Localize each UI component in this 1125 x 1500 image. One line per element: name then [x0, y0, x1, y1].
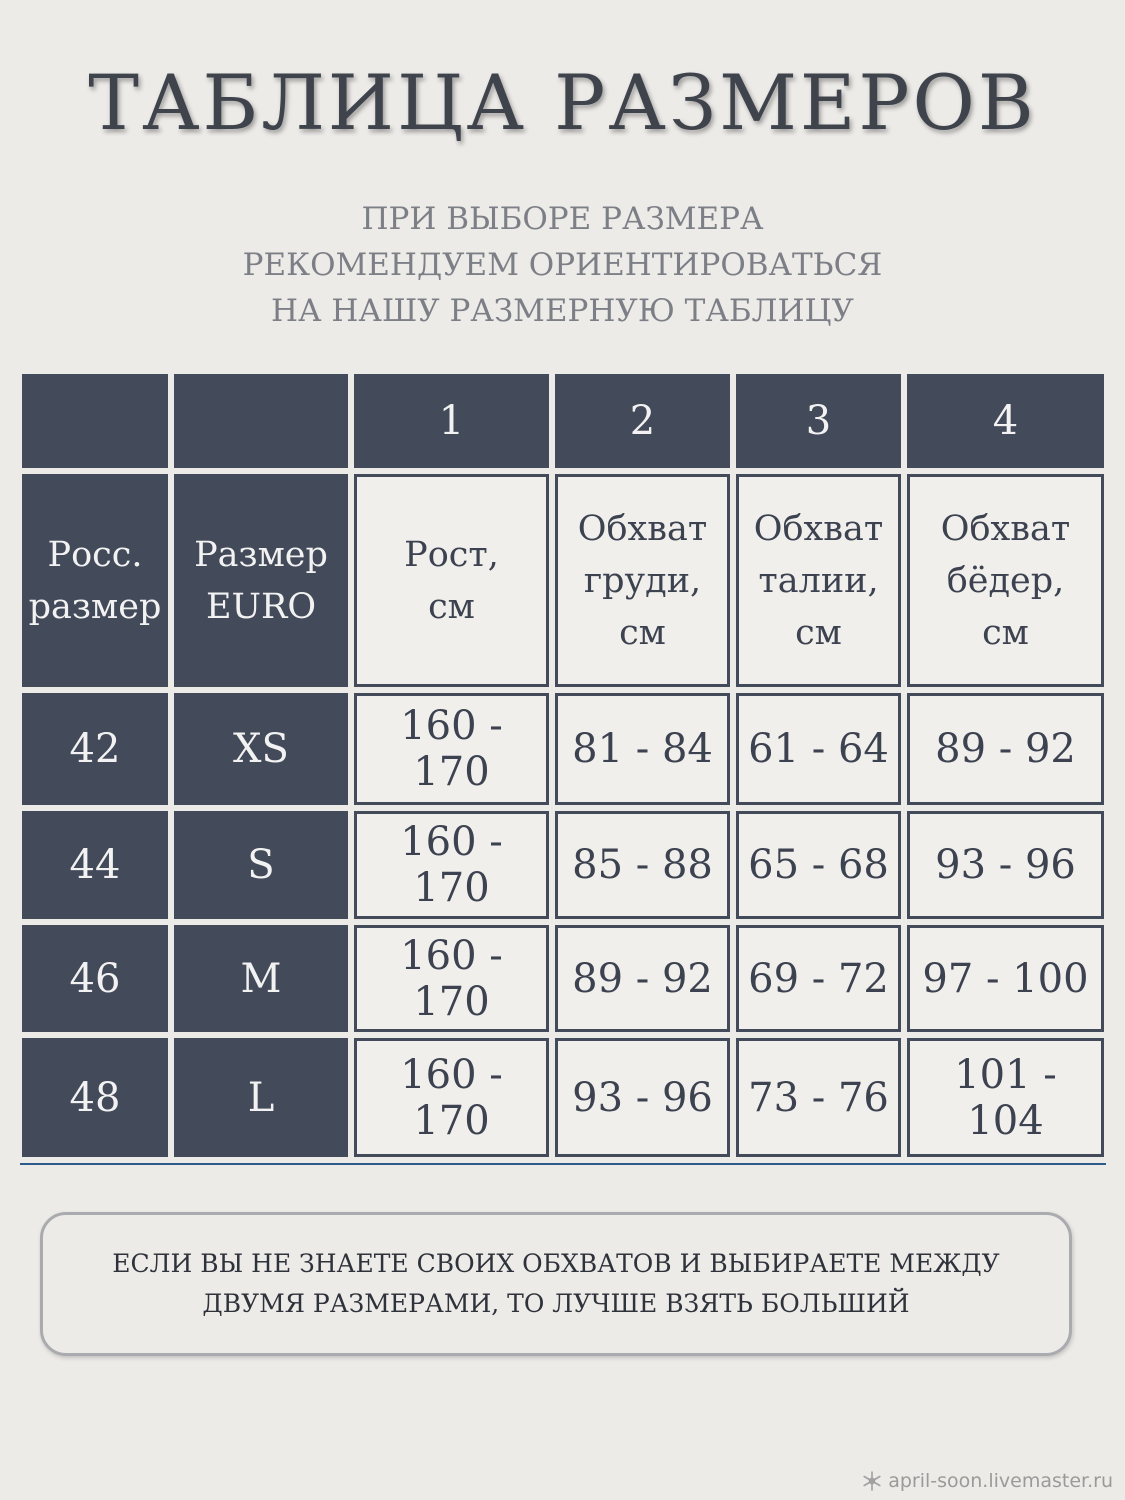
snowflake-icon	[862, 1471, 882, 1491]
waist-cell: 69 - 72	[736, 925, 901, 1032]
waist-cell: 65 - 68	[736, 811, 901, 919]
chest-cell: 85 - 88	[555, 811, 730, 919]
header-line: Рост,	[404, 534, 499, 575]
subtitle-line: НА НАШУ РАЗМЕРНУЮ ТАБЛИЦУ	[271, 293, 854, 329]
header-hips	[907, 474, 1104, 687]
euro-size-cell: M	[174, 925, 348, 1032]
header-empty-cell	[174, 374, 348, 468]
divider	[20, 1163, 1106, 1165]
hips-cell: 93 - 96	[907, 811, 1104, 919]
column-number: 2	[555, 374, 730, 468]
header-height	[354, 474, 549, 687]
height-cell: 160 - 170	[354, 1038, 549, 1157]
header-line: см	[619, 612, 666, 653]
page-title: ТАБЛИЦА РАЗМЕРОВ	[88, 58, 1037, 147]
euro-size-cell: S	[174, 811, 348, 919]
note-line: ЕСЛИ ВЫ НЕ ЗНАЕТЕ СВОИХ ОБХВАТОВ И ВЫБИРАЕТЕ МЕЖДУ	[112, 1249, 1000, 1278]
header-line: Размер	[194, 534, 328, 575]
ru-size-cell: 44	[22, 811, 168, 919]
header-line: Обхват	[940, 508, 1071, 549]
column-number: 3	[736, 374, 901, 468]
ru-size-cell: 48	[22, 1038, 168, 1157]
hips-cell: 89 - 92	[907, 693, 1104, 805]
header-line: груди,	[583, 560, 702, 601]
hips-cell: 101 - 104	[907, 1038, 1104, 1157]
header-line: EURO	[205, 586, 317, 627]
subtitle	[0, 196, 1125, 334]
ru-size-cell: 42	[22, 693, 168, 805]
header-line: Росс.	[47, 534, 143, 575]
column-number: 4	[907, 374, 1104, 468]
header-empty-cell	[22, 374, 168, 468]
column-number: 1	[354, 374, 549, 468]
height-cell: 160 - 170	[354, 693, 549, 805]
waist-cell: 61 - 64	[736, 693, 901, 805]
watermark-text: april-soon.livemaster.ru	[888, 1470, 1113, 1492]
chest-cell: 89 - 92	[555, 925, 730, 1032]
size-table	[22, 374, 1104, 1160]
subtitle-line: ПРИ ВЫБОРЕ РАЗМЕРА	[361, 201, 764, 237]
chest-cell: 93 - 96	[555, 1038, 730, 1157]
header-line: бёдер,	[946, 560, 1065, 601]
header-waist	[736, 474, 901, 687]
height-cell: 160 - 170	[354, 811, 549, 919]
euro-size-cell: L	[174, 1038, 348, 1157]
ru-size-cell: 46	[22, 925, 168, 1032]
header-line: талии,	[758, 560, 879, 601]
header-line: Обхват	[753, 508, 884, 549]
header-ru-size	[22, 474, 168, 687]
header-line: см	[795, 612, 842, 653]
watermark	[862, 1470, 1113, 1492]
header-line: Обхват	[577, 508, 708, 549]
note-line: ДВУМЯ РАЗМЕРАМИ, ТО ЛУЧШЕ ВЗЯТЬ БОЛЬШИЙ	[202, 1289, 910, 1318]
header-line: см	[982, 612, 1029, 653]
header-euro-size	[174, 474, 348, 687]
waist-cell: 73 - 76	[736, 1038, 901, 1157]
advice-note	[40, 1212, 1072, 1356]
chest-cell: 81 - 84	[555, 693, 730, 805]
subtitle-line: РЕКОМЕНДУЕМ ОРИЕНТИРОВАТЬСЯ	[242, 247, 883, 283]
height-cell: 160 - 170	[354, 925, 549, 1032]
header-line: см	[428, 586, 475, 627]
euro-size-cell: XS	[174, 693, 348, 805]
header-line: размер	[28, 586, 162, 627]
hips-cell: 97 - 100	[907, 925, 1104, 1032]
header-chest	[555, 474, 730, 687]
